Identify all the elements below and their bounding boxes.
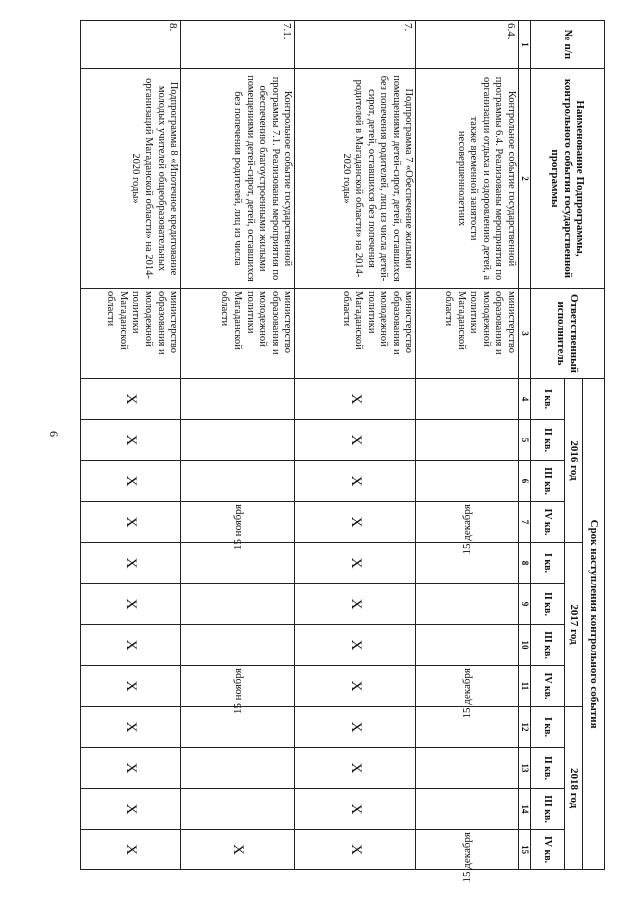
column-number: 13 [519,748,531,789]
deadline-cell [416,830,519,883]
table-container [80,20,605,883]
header-term: Срок наступления контрольного события [583,379,605,870]
header-executor: Ответственный исполнитель [531,289,605,379]
quarter-cell: X [295,789,416,830]
column-number: 12 [519,707,531,748]
quarter-header: IV кв. [531,666,565,707]
row-name: Контрольное событие государственной программы 7.1. Реализованы мероприятия по обеспечению благоустроенными жилыми помещениями детей-сирот, детей, оставшихся без попечения родителей, лиц из числа [181,69,295,289]
quarter-cell [416,584,519,625]
control-events-table [80,20,605,883]
quarter-cell: X [295,461,416,502]
row-name: Контрольное событие государственной программы 6.4. Реализованы мероприятия по организации отдыха и оздоровлению детей, а также временной занятости несовершеннолетних [416,69,519,289]
quarter-cell: X [81,502,181,543]
quarter-cell: X [81,543,181,584]
row-executor: министерство образования и молодежной политики Магаданской области [295,289,416,379]
quarter-cell: X [295,625,416,666]
column-number: 6 [519,461,531,502]
quarter-cell: X [81,461,181,502]
quarter-cell: X [295,543,416,584]
quarter-header: III кв. [531,625,565,666]
deadline-text: 15 декабря [461,504,474,555]
row-executor: министерство образования и молодежной политики Магаданской области [416,289,519,379]
quarter-cell: X [295,379,416,420]
quarter-header: II кв. [531,420,565,461]
quarter-cell: X [295,707,416,748]
column-number: 3 [519,289,531,379]
table-row [81,21,181,870]
quarter-cell: X [181,830,295,870]
quarter-header: I кв. [531,543,565,584]
quarter-cell [416,379,519,420]
quarter-cell: X [81,625,181,666]
row-name: Подпрограмма 8 «Ипотечное кредитование молодых учителей общеобразовательных организаций Магаданской области» на 2014-2020 годы» [81,69,181,289]
column-number: 5 [519,420,531,461]
quarter-cell [416,461,519,502]
quarter-cell: X [81,748,181,789]
deadline-text: 15 ноября [231,504,244,551]
quarter-header: III кв. [531,461,565,502]
quarter-header: II кв. [531,584,565,625]
quarter-cell: X [81,379,181,420]
quarter-cell: X [81,789,181,830]
deadline-cell [416,502,519,555]
quarter-cell [416,789,519,830]
quarter-cell: X [295,502,416,543]
column-number: 15 [519,830,531,870]
quarter-cell: X [81,584,181,625]
quarter-cell [181,379,295,420]
row-name: Подпрограмма 7 «Обеспечение жилыми помещениями детей-сирот, детей, оставшихся без попечения родителей, лиц из числа детей-сирот, детей, оставшихся без попечения родителей в Магаданской области» на 2014-2020 годы» [295,69,416,289]
column-number: 9 [519,584,531,625]
quarter-cell [181,789,295,830]
header-no: № п/п [531,21,605,69]
quarter-cell [181,584,295,625]
quarter-cell [416,748,519,789]
row-executor: министерство образования и молодежной политики Магаданской области [81,289,181,379]
quarter-cell [416,625,519,666]
header-year-2018: 2018 год [565,707,583,870]
header-name: Наименование Подпрограммы, контрольного события государственной программы [531,69,605,289]
quarter-cell: X [81,666,181,707]
deadline-text: 15 ноября [231,668,244,715]
quarter-header: II кв. [531,748,565,789]
quarter-header: I кв. [531,379,565,420]
quarter-cell [181,748,295,789]
quarter-cell: X [81,707,181,748]
row-number: 6.4. [416,21,519,69]
deadline-cell [181,502,295,551]
table-row [416,21,519,870]
column-number: 11 [519,666,531,707]
quarter-cell: X [81,420,181,461]
page-number: 6 [47,431,61,437]
row-number: 7.1. [181,21,295,69]
row-number: 8. [81,21,181,69]
quarter-cell: X [295,420,416,461]
row-number: 7. [295,21,416,69]
row-executor: министерство образования и молодежной политики Магаданской области [181,289,295,379]
quarter-cell: X [295,584,416,625]
quarter-header: III кв. [531,789,565,830]
quarter-cell [181,420,295,461]
quarter-cell [181,625,295,666]
header-year-2017: 2017 год [565,543,583,707]
quarter-header: IV кв. [531,830,565,870]
header-year-2016: 2016 год [565,379,583,543]
quarter-header: IV кв. [531,502,565,543]
table-row [295,21,416,870]
column-number: 10 [519,625,531,666]
quarter-cell [416,420,519,461]
table-row [181,21,295,870]
quarter-cell: X [295,666,416,707]
deadline-text: 15 декабря [461,668,474,719]
column-number: 7 [519,502,531,543]
column-number: 8 [519,543,531,584]
deadline-cell [416,666,519,719]
deadline-cell [181,666,295,715]
quarter-cell: X [81,830,181,870]
quarter-cell: X [295,830,416,870]
quarter-cell [181,461,295,502]
quarter-header: I кв. [531,707,565,748]
quarter-cell: X [295,748,416,789]
column-number: 1 [519,21,531,69]
column-number: 2 [519,69,531,289]
deadline-text: 15 декабря [461,832,474,883]
column-number: 4 [519,379,531,420]
column-number: 14 [519,789,531,830]
